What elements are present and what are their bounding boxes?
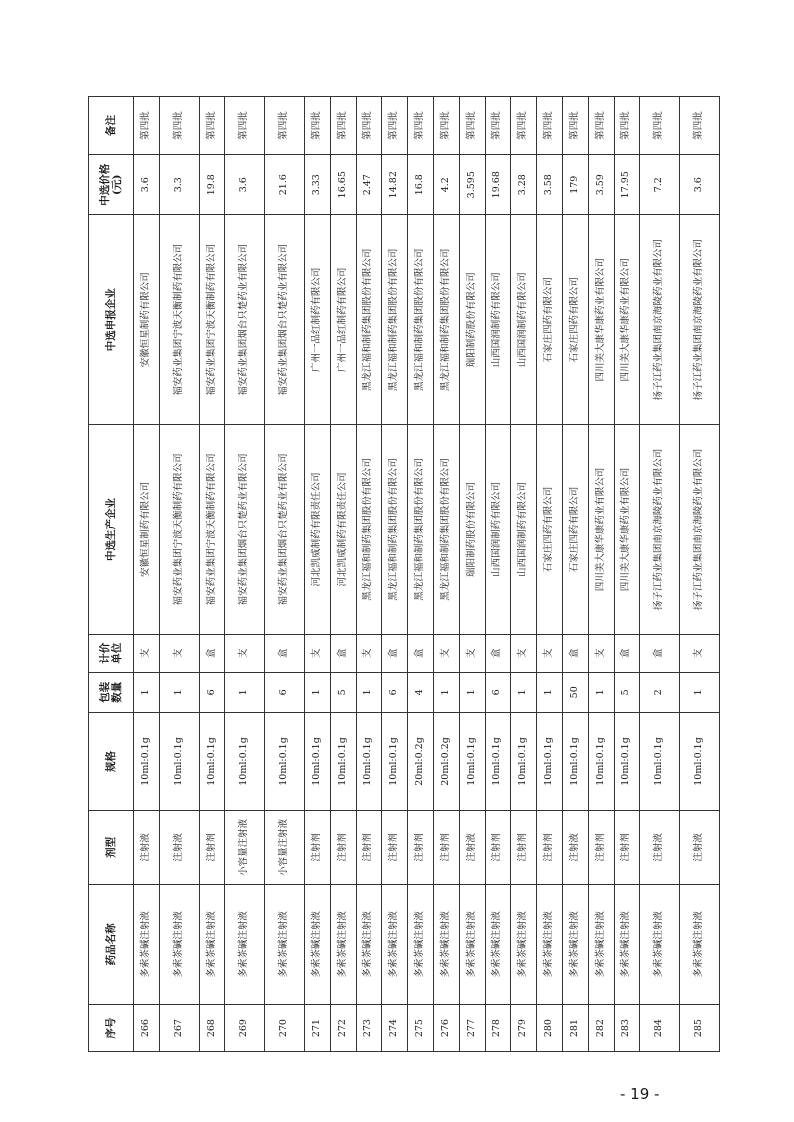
cell-name: 多索茶碱注射液 (265, 884, 305, 1004)
header-applicant: 中选申报企业 (89, 215, 134, 425)
cell-name: 多索茶碱注射液 (134, 884, 160, 1004)
cell-applicant: 石家庄四药有限公司 (562, 215, 588, 425)
cell-note: 第四批 (537, 97, 563, 155)
cell-seq: 269 (225, 1005, 265, 1052)
cell-producer: 安徽恒星制药有限公司 (134, 425, 160, 635)
cell-applicant: 扬子江药业集团南京海陵药业有限公司 (680, 215, 720, 425)
cell-name: 多索茶碱注射液 (511, 884, 537, 1004)
cell-spec: 10ml:0.1g (265, 712, 305, 810)
cell-applicant: 石家庄四药有限公司 (537, 215, 563, 425)
cell-pack: 6 (485, 672, 511, 712)
header-row (89, 97, 134, 1052)
cell-spec: 10ml:0.1g (537, 712, 563, 810)
cell-note: 第四批 (562, 97, 588, 155)
cell-unit: 支 (225, 634, 265, 672)
cell-form: 注射剂 (382, 811, 408, 885)
cell-unit: 盒 (330, 634, 356, 672)
cell-seq: 285 (680, 1005, 720, 1052)
table-row (433, 97, 459, 1052)
table-row (588, 97, 614, 1052)
cell-note: 第四批 (511, 97, 537, 155)
cell-pack: 1 (588, 672, 614, 712)
header-seq: 序号 (89, 1005, 134, 1052)
cell-applicant: 广州一品红制药有限公司 (330, 215, 356, 425)
cell-name: 多索茶碱注射液 (225, 884, 265, 1004)
cell-applicant: 扬子江药业集团南京海陵药业有限公司 (640, 215, 680, 425)
cell-seq: 282 (588, 1005, 614, 1052)
procurement-table (88, 96, 720, 1052)
table-row (408, 97, 434, 1052)
cell-unit: 盒 (408, 634, 434, 672)
cell-note: 第四批 (304, 97, 330, 155)
cell-producer: 福安药业集团烟台只楚药业有限公司 (225, 425, 265, 635)
cell-unit: 支 (304, 634, 330, 672)
cell-note: 第四批 (265, 97, 305, 155)
cell-spec: 10ml:0.1g (199, 712, 225, 810)
cell-name: 多索茶碱注射液 (408, 884, 434, 1004)
cell-form: 注射剂 (588, 811, 614, 885)
table-row (640, 97, 680, 1052)
cell-name: 多索茶碱注射液 (356, 884, 382, 1004)
header-name: 药品名称 (89, 884, 134, 1004)
cell-unit: 盒 (199, 634, 225, 672)
cell-spec: 10ml:0.1g (511, 712, 537, 810)
cell-producer: 四川美大康华康药业有限公司 (588, 425, 614, 635)
cell-note: 第四批 (459, 97, 485, 155)
cell-note: 第四批 (382, 97, 408, 155)
cell-producer: 山西国润制药有限公司 (511, 425, 537, 635)
cell-spec: 10ml:0.1g (225, 712, 265, 810)
cell-pack: 1 (433, 672, 459, 712)
cell-price: 21.6 (265, 155, 305, 215)
table-row (134, 97, 160, 1052)
cell-unit: 支 (134, 634, 160, 672)
cell-seq: 274 (382, 1005, 408, 1052)
cell-producer: 四川美大康华康药业有限公司 (614, 425, 640, 635)
cell-pack: 50 (562, 672, 588, 712)
cell-producer: 黑龙江福和制药集团股份有限公司 (382, 425, 408, 635)
cell-seq: 268 (199, 1005, 225, 1052)
cell-unit: 盒 (265, 634, 305, 672)
cell-producer: 黑龙江福和制药集团股份有限公司 (356, 425, 382, 635)
cell-spec: 20ml:0.2g (433, 712, 459, 810)
cell-name: 多索茶碱注射液 (433, 884, 459, 1004)
cell-price: 3.33 (304, 155, 330, 215)
cell-form: 注射液 (459, 811, 485, 885)
cell-spec: 10ml:0.1g (640, 712, 680, 810)
cell-note: 第四批 (485, 97, 511, 155)
cell-producer: 福安药业集团宁波天衡制药有限公司 (159, 425, 199, 635)
cell-spec: 10ml:0.1g (382, 712, 408, 810)
cell-producer: 山西国润制药有限公司 (485, 425, 511, 635)
cell-spec: 20ml:0.2g (408, 712, 434, 810)
cell-pack: 1 (680, 672, 720, 712)
cell-form: 注射剂 (356, 811, 382, 885)
cell-seq: 267 (159, 1005, 199, 1052)
cell-price: 19.8 (199, 155, 225, 215)
cell-unit: 盒 (382, 634, 408, 672)
cell-applicant: 福安药业集团烟台只楚药业有限公司 (265, 215, 305, 425)
cell-pack: 6 (199, 672, 225, 712)
cell-note: 第四批 (588, 97, 614, 155)
header-spec: 规格 (89, 712, 134, 810)
cell-name: 多索茶碱注射液 (199, 884, 225, 1004)
cell-seq: 284 (640, 1005, 680, 1052)
cell-spec: 10ml:0.1g (562, 712, 588, 810)
cell-seq: 271 (304, 1005, 330, 1052)
cell-unit: 支 (680, 634, 720, 672)
cell-note: 第四批 (408, 97, 434, 155)
cell-price: 2.47 (356, 155, 382, 215)
cell-pack: 1 (159, 672, 199, 712)
cell-unit: 支 (511, 634, 537, 672)
cell-form: 注射液 (562, 811, 588, 885)
cell-note: 第四批 (433, 97, 459, 155)
cell-name: 多索茶碱注射液 (588, 884, 614, 1004)
table-row (159, 97, 199, 1052)
cell-pack: 1 (356, 672, 382, 712)
cell-applicant: 四川美大康华康药业有限公司 (588, 215, 614, 425)
cell-spec: 10ml:0.1g (134, 712, 160, 810)
cell-name: 多索茶碱注射液 (459, 884, 485, 1004)
cell-form: 注射剂 (485, 811, 511, 885)
header-pack: 包装 数量 (89, 672, 134, 712)
cell-name: 多索茶碱注射液 (485, 884, 511, 1004)
cell-seq: 266 (134, 1005, 160, 1052)
cell-seq: 278 (485, 1005, 511, 1052)
cell-form: 注射剂 (614, 811, 640, 885)
cell-form: 注射剂 (537, 811, 563, 885)
cell-applicant: 山西国润制药有限公司 (485, 215, 511, 425)
cell-spec: 10ml:0.1g (159, 712, 199, 810)
cell-seq: 281 (562, 1005, 588, 1052)
cell-producer: 石家庄四药有限公司 (537, 425, 563, 635)
cell-price: 3.28 (511, 155, 537, 215)
cell-price: 3.58 (537, 155, 563, 215)
cell-producer: 瑞阳制药股份有限公司 (459, 425, 485, 635)
cell-applicant: 黑龙江福和制药集团股份有限公司 (433, 215, 459, 425)
cell-applicant: 四川美大康华康药业有限公司 (614, 215, 640, 425)
cell-pack: 1 (134, 672, 160, 712)
cell-note: 第四批 (134, 97, 160, 155)
cell-seq: 280 (537, 1005, 563, 1052)
cell-producer: 扬子江药业集团南京海陵药业有限公司 (680, 425, 720, 635)
cell-pack: 5 (614, 672, 640, 712)
cell-name: 多索茶碱注射液 (680, 884, 720, 1004)
cell-name: 多索茶碱注射液 (382, 884, 408, 1004)
cell-unit: 支 (588, 634, 614, 672)
rotated-table-container (88, 96, 720, 1052)
cell-note: 第四批 (199, 97, 225, 155)
cell-unit: 支 (159, 634, 199, 672)
cell-applicant: 安徽恒星制药有限公司 (134, 215, 160, 425)
table-row (382, 97, 408, 1052)
cell-applicant: 瑞阳制药股份有限公司 (459, 215, 485, 425)
table-row (265, 97, 305, 1052)
cell-price: 4.2 (433, 155, 459, 215)
cell-form: 注射剂 (304, 811, 330, 885)
cell-pack: 5 (330, 672, 356, 712)
cell-seq: 279 (511, 1005, 537, 1052)
cell-unit: 盒 (485, 634, 511, 672)
cell-pack: 1 (511, 672, 537, 712)
cell-name: 多索茶碱注射液 (159, 884, 199, 1004)
cell-note: 第四批 (680, 97, 720, 155)
cell-name: 多索茶碱注射液 (304, 884, 330, 1004)
cell-name: 多索茶碱注射液 (537, 884, 563, 1004)
cell-seq: 273 (356, 1005, 382, 1052)
cell-spec: 10ml:0.1g (680, 712, 720, 810)
table-row (562, 97, 588, 1052)
cell-form: 注射剂 (433, 811, 459, 885)
cell-form: 注射剂 (408, 811, 434, 885)
cell-price: 3.3 (159, 155, 199, 215)
cell-price: 179 (562, 155, 588, 215)
cell-applicant: 山西国润制药有限公司 (511, 215, 537, 425)
cell-pack: 6 (382, 672, 408, 712)
cell-seq: 270 (265, 1005, 305, 1052)
cell-spec: 10ml:0.1g (330, 712, 356, 810)
table-row (680, 97, 720, 1052)
cell-pack: 1 (537, 672, 563, 712)
cell-price: 3.595 (459, 155, 485, 215)
cell-pack: 2 (640, 672, 680, 712)
cell-producer: 扬子江药业集团南京海陵药业有限公司 (640, 425, 680, 635)
cell-form: 小容量注射液 (265, 811, 305, 885)
cell-note: 第四批 (356, 97, 382, 155)
cell-producer: 河北凯威制药有限责任公司 (330, 425, 356, 635)
cell-pack: 1 (459, 672, 485, 712)
cell-form: 注射液 (159, 811, 199, 885)
cell-spec: 10ml:0.1g (304, 712, 330, 810)
cell-form: 注射剂 (511, 811, 537, 885)
table-row (356, 97, 382, 1052)
cell-price: 3.6 (680, 155, 720, 215)
cell-seq: 275 (408, 1005, 434, 1052)
header-price: 中选价格 (元) (89, 155, 134, 215)
header-unit: 计价 单位 (89, 634, 134, 672)
cell-form: 注射液 (134, 811, 160, 885)
cell-price: 3.6 (134, 155, 160, 215)
cell-price: 16.8 (408, 155, 434, 215)
cell-seq: 277 (459, 1005, 485, 1052)
cell-form: 注射剂 (199, 811, 225, 885)
cell-price: 3.59 (588, 155, 614, 215)
cell-name: 多索茶碱注射液 (614, 884, 640, 1004)
cell-pack: 1 (225, 672, 265, 712)
cell-applicant: 黑龙江福和制药集团股份有限公司 (382, 215, 408, 425)
cell-applicant: 黑龙江福和制药集团股份有限公司 (356, 215, 382, 425)
cell-form: 注射液 (680, 811, 720, 885)
cell-form: 注射剂 (330, 811, 356, 885)
cell-applicant: 广州一品红制药有限公司 (304, 215, 330, 425)
cell-price: 14.82 (382, 155, 408, 215)
table-row (614, 97, 640, 1052)
cell-spec: 10ml:0.1g (485, 712, 511, 810)
table-row (511, 97, 537, 1052)
cell-price: 19.68 (485, 155, 511, 215)
cell-name: 多索茶碱注射液 (562, 884, 588, 1004)
cell-seq: 272 (330, 1005, 356, 1052)
cell-unit: 支 (433, 634, 459, 672)
header-producer: 中选生产企业 (89, 425, 134, 635)
table-row (199, 97, 225, 1052)
cell-pack: 6 (265, 672, 305, 712)
cell-note: 第四批 (640, 97, 680, 155)
cell-price: 7.2 (640, 155, 680, 215)
cell-applicant: 福安药业集团宁波天衡制药有限公司 (159, 215, 199, 425)
cell-unit: 支 (537, 634, 563, 672)
cell-note: 第四批 (159, 97, 199, 155)
cell-unit: 盒 (640, 634, 680, 672)
cell-producer: 黑龙江福和制药集团股份有限公司 (408, 425, 434, 635)
cell-producer: 河北凯威制药有限责任公司 (304, 425, 330, 635)
page-number: - 19 - (620, 1085, 660, 1103)
cell-name: 多索茶碱注射液 (330, 884, 356, 1004)
cell-producer: 黑龙江福和制药集团股份有限公司 (433, 425, 459, 635)
cell-pack: 4 (408, 672, 434, 712)
cell-unit: 支 (356, 634, 382, 672)
cell-unit: 盒 (614, 634, 640, 672)
table-row (485, 97, 511, 1052)
cell-pack: 1 (304, 672, 330, 712)
cell-note: 第四批 (330, 97, 356, 155)
cell-price: 16.65 (330, 155, 356, 215)
table-row (304, 97, 330, 1052)
cell-form: 小容量注射液 (225, 811, 265, 885)
cell-applicant: 福安药业集团宁波天衡制药有限公司 (199, 215, 225, 425)
header-note: 备注 (89, 97, 134, 155)
cell-unit: 盒 (562, 634, 588, 672)
cell-price: 17.95 (614, 155, 640, 215)
table-row (537, 97, 563, 1052)
cell-producer: 福安药业集团宁波天衡制药有限公司 (199, 425, 225, 635)
cell-spec: 10ml:0.1g (459, 712, 485, 810)
cell-unit: 支 (459, 634, 485, 672)
table-row (225, 97, 265, 1052)
cell-seq: 276 (433, 1005, 459, 1052)
cell-form: 注射液 (640, 811, 680, 885)
cell-note: 第四批 (614, 97, 640, 155)
cell-applicant: 黑龙江福和制药集团股份有限公司 (408, 215, 434, 425)
cell-price: 3.6 (225, 155, 265, 215)
cell-spec: 10ml:0.1g (588, 712, 614, 810)
cell-note: 第四批 (225, 97, 265, 155)
cell-spec: 10ml:0.1g (356, 712, 382, 810)
cell-producer: 石家庄四药有限公司 (562, 425, 588, 635)
table-row (330, 97, 356, 1052)
cell-spec: 10ml:0.1g (614, 712, 640, 810)
header-form: 剂型 (89, 811, 134, 885)
cell-producer: 福安药业集团烟台只楚药业有限公司 (265, 425, 305, 635)
cell-applicant: 福安药业集团烟台只楚药业有限公司 (225, 215, 265, 425)
cell-name: 多索茶碱注射液 (640, 884, 680, 1004)
table-row (459, 97, 485, 1052)
cell-seq: 283 (614, 1005, 640, 1052)
